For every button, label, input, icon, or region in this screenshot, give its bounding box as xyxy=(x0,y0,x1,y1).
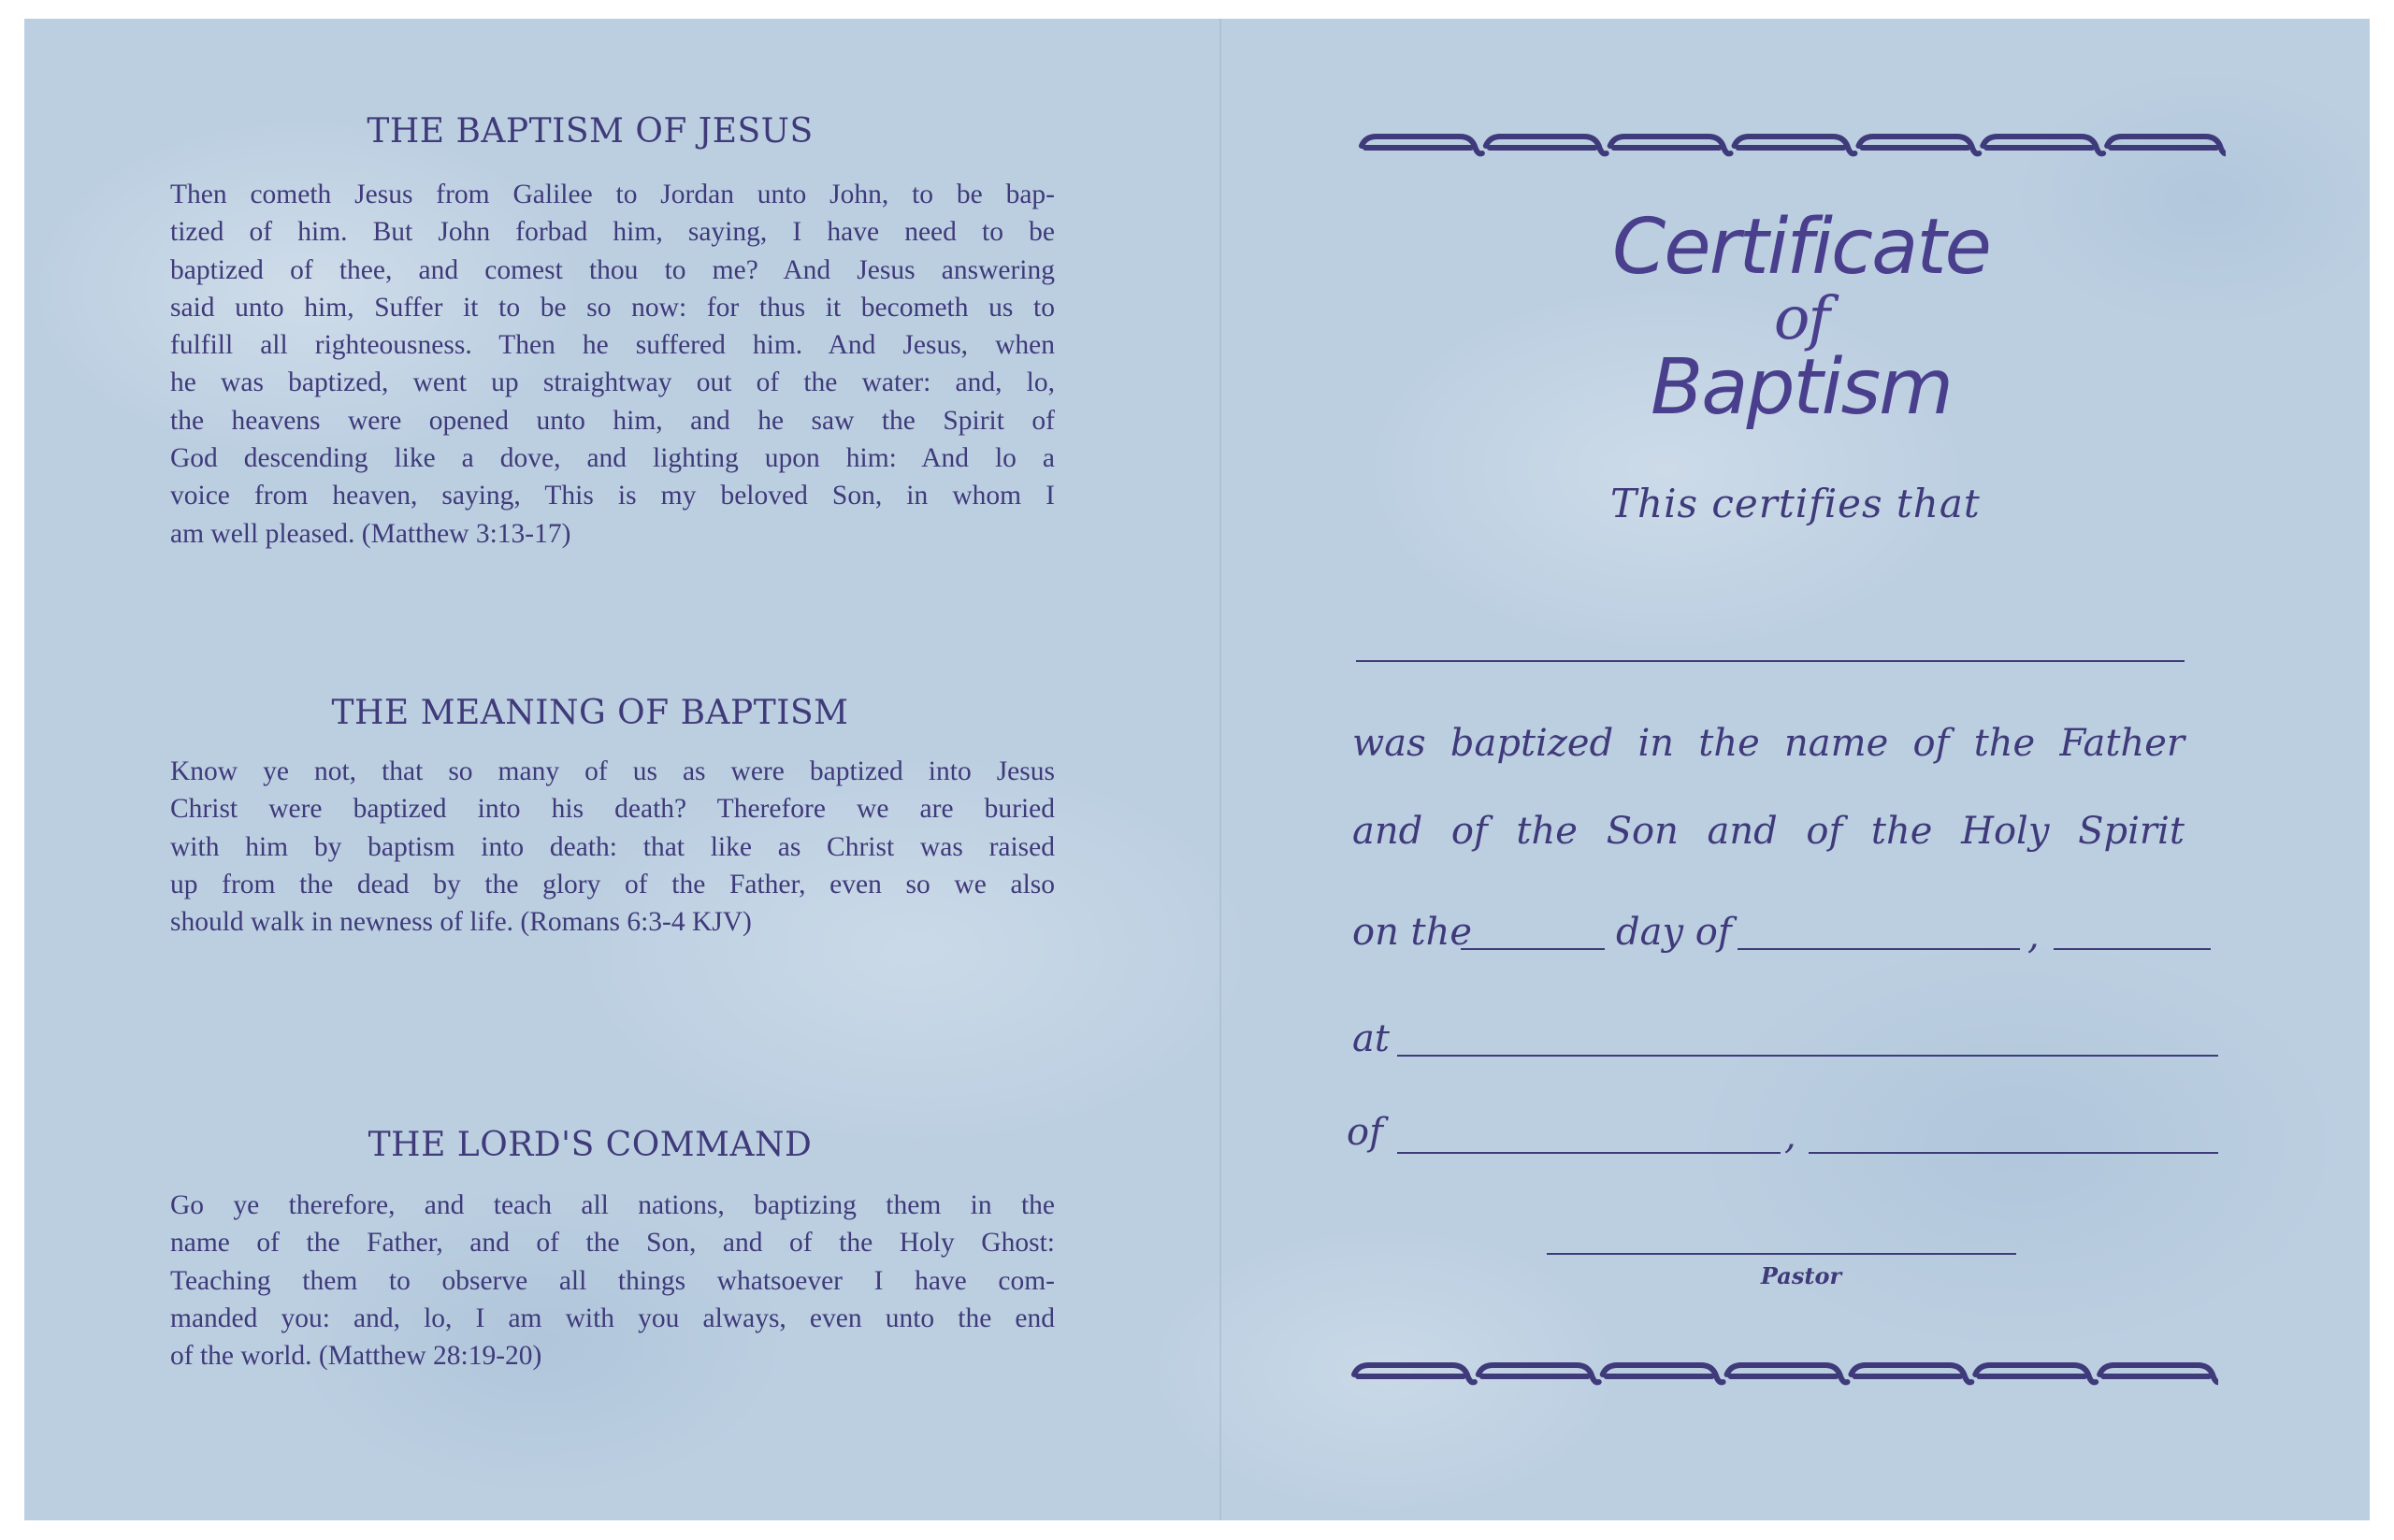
ornament-segment xyxy=(1603,1365,1723,1382)
statement-word: of xyxy=(1450,810,1488,853)
paragraph-line: Know ye not, that so many of us as were baptized into Jesus xyxy=(170,756,1055,786)
paragraph-line: manded you: and, lo, I am with you always, even unto the end xyxy=(170,1303,1055,1333)
statement-word: and xyxy=(1352,810,1423,853)
statement-line-spirit xyxy=(1352,810,2185,853)
statement-word: Father xyxy=(2059,722,2185,765)
certificate-sheet xyxy=(24,19,2370,1520)
section-heading-baptism-of-jesus: THE BAPTISM OF JESUS xyxy=(367,112,814,151)
statement-word: the xyxy=(1973,722,2036,765)
ornament-segment xyxy=(1851,1365,1971,1382)
statement-line-father xyxy=(1352,722,2185,765)
top-ornament-border xyxy=(1356,127,2226,165)
paragraph-line: up from the dead by the glory of the Father, even so we also xyxy=(170,869,1055,900)
paragraph-line: with him by baptism into death: that like as Christ was raised xyxy=(170,831,1055,862)
section-text-baptism-of-jesus xyxy=(170,176,1055,553)
ornament-segment xyxy=(1478,1365,1599,1382)
recipient-name-line[interactable] xyxy=(1356,660,2185,662)
church-name-line[interactable] xyxy=(1397,1055,2218,1057)
ornament-segment xyxy=(1983,137,2103,153)
certificate-title-line3: Baptism xyxy=(1650,343,1953,432)
of-label: of xyxy=(1347,1111,1383,1154)
day-of-label: day of xyxy=(1616,911,1732,954)
at-label: at xyxy=(1352,1017,1390,1060)
certificate-title-of: of xyxy=(1773,284,1829,353)
statement-word: the xyxy=(1698,722,1760,765)
section-text-meaning-of-baptism xyxy=(170,753,1055,941)
paragraph-line: Teaching them to observe all things whatsoever I have com- xyxy=(170,1265,1055,1296)
paragraph-line: baptized of thee, and comest thou to me? And Jesus answering xyxy=(170,254,1055,285)
section-heading-meaning-of-baptism: THE MEANING OF BAPTISM xyxy=(331,694,849,732)
paragraph-line: name of the Father, and of the Son, and of the Holy Ghost: xyxy=(170,1228,1055,1259)
ornament-segment xyxy=(2107,137,2226,153)
statement-word: Spirit xyxy=(2078,810,2185,853)
paragraph-line: Go ye therefore, and teach all nations, baptizing them in the xyxy=(170,1190,1055,1220)
paragraph-line: Then cometh Jesus from Galilee to Jordan unto John, to be bap- xyxy=(170,180,1055,209)
paragraph-line: the heavens were opened unto him, and he saw the Spirit of xyxy=(170,405,1055,436)
section-heading-lords-command: THE LORD'S COMMAND xyxy=(368,1126,813,1164)
statement-word: of xyxy=(1912,722,1950,765)
paragraph-line: of the world. (Matthew 28:19-20) xyxy=(170,1341,542,1372)
ornament-segment xyxy=(1975,1365,2096,1382)
pastor-signature-line[interactable] xyxy=(1547,1253,2016,1255)
statement-word: was xyxy=(1352,722,1426,765)
ornament-segment xyxy=(1610,137,1731,153)
paragraph-line: Christ were baptized into his death? Therefore we are buried xyxy=(170,794,1055,825)
day-number-line[interactable] xyxy=(1461,948,1605,950)
statement-word: in xyxy=(1637,722,1674,765)
on-the-label: on the xyxy=(1352,911,1473,954)
statement-word: the xyxy=(1516,810,1578,853)
statement-word: baptized xyxy=(1449,722,1614,765)
state-line[interactable] xyxy=(1809,1152,2218,1154)
paragraph-line: should walk in newness of life. (Romans 6:3-4 KJV) xyxy=(170,907,752,938)
ornament-segment xyxy=(2099,1365,2218,1382)
paragraph-line: am well pleased. (Matthew 3:13-17) xyxy=(170,518,571,549)
fold-line xyxy=(1219,19,1221,1520)
bottom-ornament-border xyxy=(1348,1356,2218,1393)
ornament-segment xyxy=(1362,137,1482,153)
statement-word: Son xyxy=(1606,810,1679,853)
certificate-title-line1: Certificate xyxy=(1612,203,1990,292)
city-line[interactable] xyxy=(1397,1152,1781,1154)
ornament-segment xyxy=(1858,137,1979,153)
date-comma: , xyxy=(2027,914,2040,957)
year-line[interactable] xyxy=(2054,948,2211,950)
statement-word: and xyxy=(1707,810,1778,853)
paragraph-line: he was baptized, went up straightway out of the water: and, lo, xyxy=(170,367,1055,398)
statement-word: the xyxy=(1870,810,1933,853)
statement-word: name xyxy=(1784,722,1889,765)
pastor-label: Pastor xyxy=(1760,1262,1842,1289)
paragraph-line: fulfill all righteousness. Then he suffered him. And Jesus, when xyxy=(170,330,1055,361)
paragraph-line: God descending like a dove, and lighting upon him: And lo a xyxy=(170,443,1055,474)
month-line[interactable] xyxy=(1738,948,2020,950)
statement-word: Holy xyxy=(1961,810,2050,853)
statement-word: of xyxy=(1806,810,1843,853)
certifies-text: This certifies that xyxy=(1610,481,1981,526)
ornament-segment xyxy=(1727,1365,1848,1382)
ornament-segment xyxy=(1735,137,1855,153)
paragraph-line: said unto him, Suffer it to be so now: for thus it becometh us to xyxy=(170,292,1055,323)
location-comma: , xyxy=(1784,1115,1796,1158)
paragraph-line: tized of him. But John forbad him, saying, I have need to be xyxy=(170,217,1055,248)
ornament-segment xyxy=(1486,137,1607,153)
paragraph-line: voice from heaven, saying, This is my beloved Son, in whom I xyxy=(170,481,1055,511)
ornament-segment xyxy=(1354,1365,1475,1382)
section-text-lords-command xyxy=(170,1187,1055,1374)
